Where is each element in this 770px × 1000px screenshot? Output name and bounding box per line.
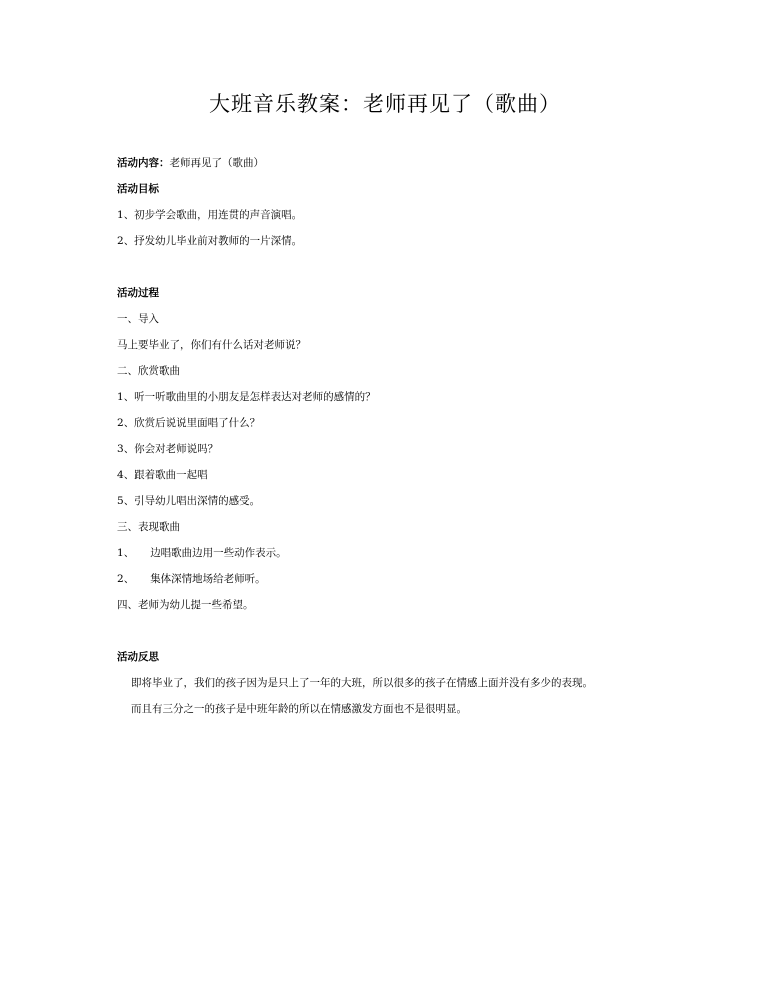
reflection-paragraph: 即将毕业了，我们的孩子因为是只上了一年的大班，所以很多的孩子在情感上面并没有多少的表现。 bbox=[131, 677, 593, 689]
section2-heading: 二、欣赏歌曲 bbox=[117, 365, 180, 377]
section1-text: 马上要毕业了，你们有什么话对老师说？ bbox=[117, 339, 306, 351]
item-text: 边唱歌曲边用一些动作表示。 bbox=[150, 547, 287, 559]
goal-number: 1 bbox=[117, 209, 124, 221]
reflection-heading: 活动反思 bbox=[117, 651, 159, 663]
item-text: 、你会对老师说吗？ bbox=[123, 443, 219, 455]
section2-item bbox=[117, 493, 260, 508]
item-text: 、听一听歌曲里的小朋友是怎样表达对老师的感情的？ bbox=[123, 391, 376, 403]
item-separator: 、 bbox=[123, 547, 135, 559]
goals-heading: 活动目标 bbox=[117, 183, 159, 195]
item-number: 2 bbox=[117, 417, 124, 429]
reflection-paragraph: 而且有三分之一的孩子是中班年龄的所以在情感激发方面也不是很明显。 bbox=[131, 703, 467, 715]
section4-heading: 四、老师为幼儿提一些希望。 bbox=[117, 599, 254, 611]
section3-item bbox=[117, 571, 266, 586]
goal-text: 、初步学会歌曲，用连贯的声音演唱。 bbox=[123, 209, 303, 221]
item-number: 1 bbox=[117, 391, 124, 403]
goal-number: 2 bbox=[117, 235, 124, 247]
item-text: 、跟着歌曲一起唱 bbox=[123, 469, 208, 481]
page-title: 大班音乐教案：老师再见了（歌曲） bbox=[209, 92, 561, 116]
item-number: 1 bbox=[117, 547, 124, 559]
goal-text: 、抒发幼儿毕业前对教师的一片深情。 bbox=[123, 235, 303, 247]
section2-item bbox=[117, 415, 260, 430]
activity-content-value: 老师再见了（歌曲） bbox=[169, 157, 264, 169]
section3-heading: 三、表现歌曲 bbox=[117, 521, 180, 533]
process-heading: 活动过程 bbox=[117, 287, 159, 299]
goal-item bbox=[117, 207, 302, 222]
item-text: 、引导幼儿唱出深情的感受。 bbox=[123, 495, 261, 507]
item-separator: 、 bbox=[123, 573, 135, 585]
section3-item bbox=[117, 545, 287, 560]
activity-content-label: 活动内容： bbox=[117, 157, 170, 169]
section1-heading: 一、导入 bbox=[117, 313, 159, 325]
item-number: 3 bbox=[117, 443, 124, 455]
item-number: 4 bbox=[117, 469, 124, 481]
item-text: 、欣赏后说说里面唱了什么？ bbox=[123, 417, 261, 429]
goal-item bbox=[117, 233, 302, 248]
item-text: 集体深情地场给老师听。 bbox=[150, 573, 266, 585]
item-number: 2 bbox=[117, 573, 124, 585]
section2-item bbox=[117, 467, 208, 482]
activity-content-line bbox=[117, 155, 264, 170]
item-number: 5 bbox=[117, 495, 124, 507]
section2-item bbox=[117, 441, 218, 456]
section2-item bbox=[117, 389, 376, 404]
